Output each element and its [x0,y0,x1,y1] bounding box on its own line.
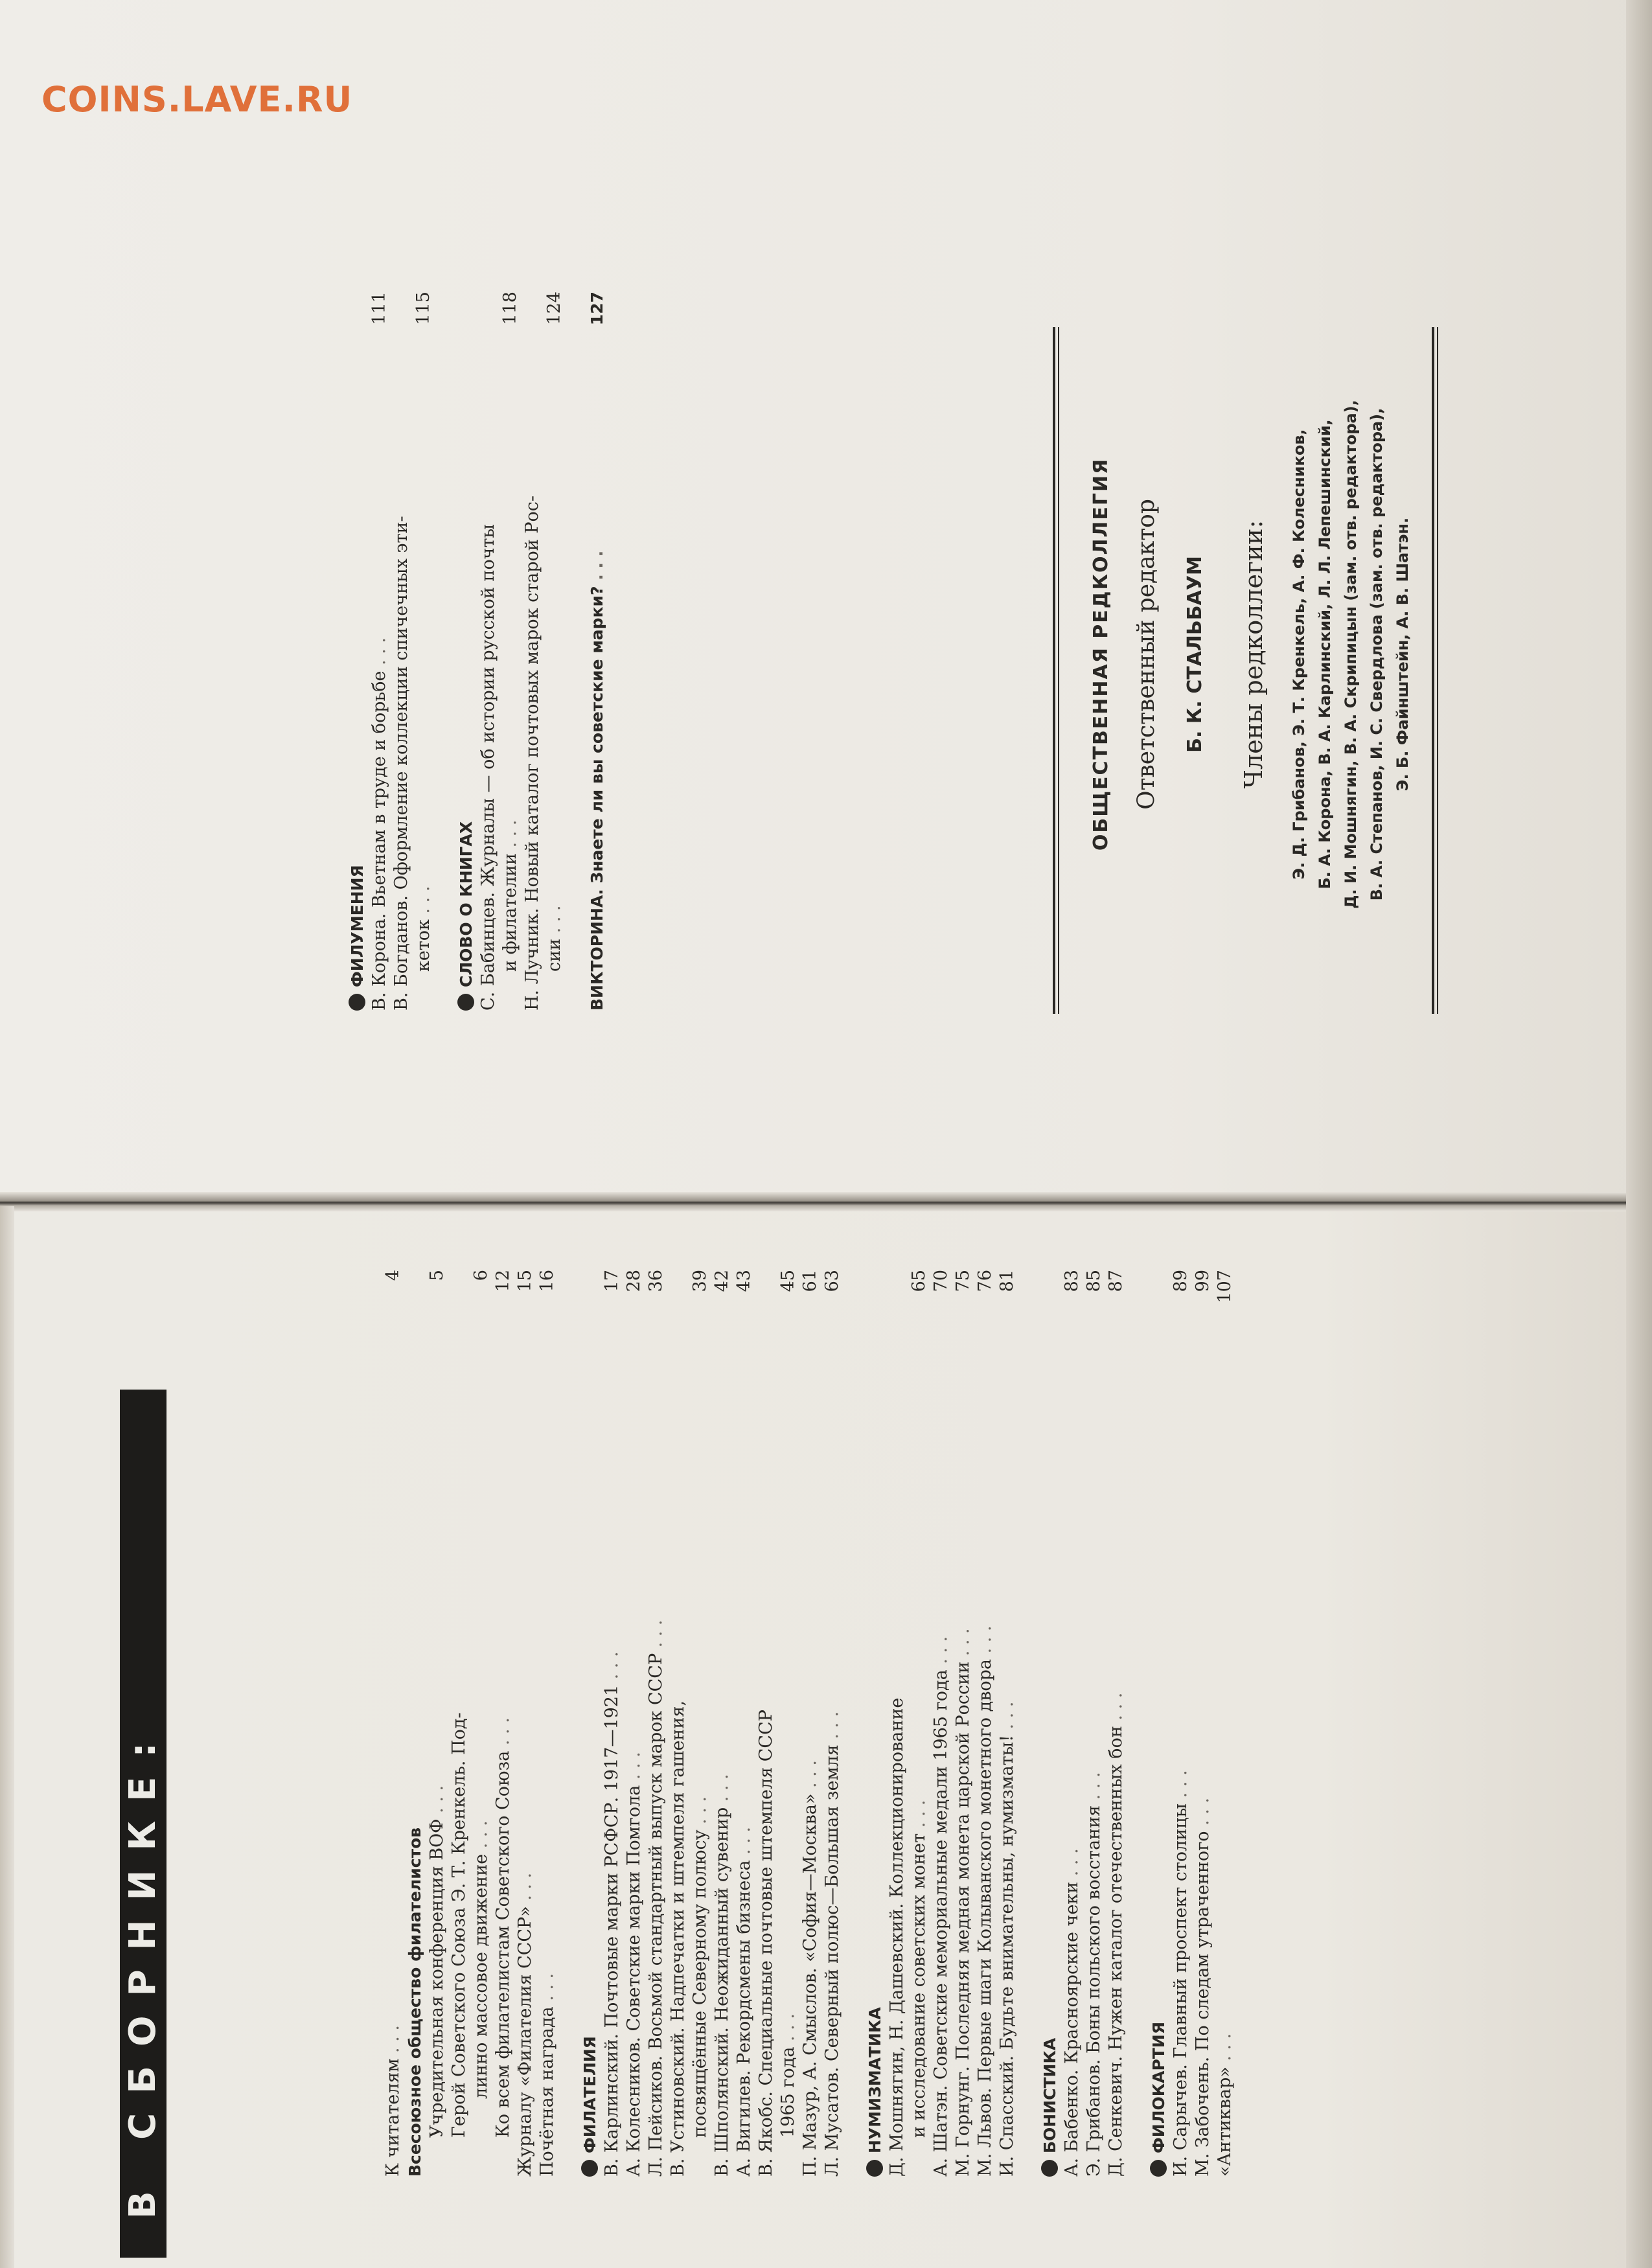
toc-page-number: 107 [1215,1270,1235,1303]
toc-entry [755,1270,777,2177]
section-heading-text: ФИЛОКАРТИЯ [1149,2021,1168,2153]
toc-page-number: 17 [602,1270,622,1292]
editorial-board [1079,298,1416,1011]
toc-entry-title: и филателии [500,853,520,972]
toc-entry-title: П. Мазур, А. Смыслов. «София—Москва» [800,1793,820,2177]
toc-dot-leader: . . . [624,1752,644,1785]
toc-entry-title: М. Горнунг. Последняя медная монета царской России [953,1661,973,2177]
toc-page-number: 42 [712,1270,732,1292]
bullet-icon [866,2160,883,2177]
toc-entry-title: В. Богданов. Оформление коллекции спичечных эти- [391,516,411,1011]
toc-entry [733,1270,755,2177]
toc-dot-leader: . . . [500,819,520,853]
toc-entry [448,1270,470,2177]
bullet-icon [349,994,365,1011]
section-gap [566,292,586,1011]
toc-dot-leader: . . . [975,1625,995,1659]
toc-dot-leader: . . . [800,1760,820,1794]
toc-dot-leader: . . . [953,1628,973,1662]
toc-entry [1192,1270,1214,2177]
toc-entry-title: И. Спасский. Будьте внимательны, нумизматы! [997,1735,1017,2177]
toc-dot-leader: . . . [1106,1692,1126,1726]
contents-right-column [347,292,608,1011]
section-gap [1018,1270,1039,2177]
bullet-icon [1041,2160,1058,2177]
toc-page-number: 65 [909,1270,929,1292]
toc-entry [1083,1270,1105,2177]
toc-page-number: 76 [975,1270,995,1292]
rule-left [1053,327,1055,1014]
toc-entry [974,1270,996,2177]
section-heading [1039,1270,1061,2177]
toc-dot-leader: . . . [1171,1770,1191,1804]
toc-entry-title: Учредительная конференция ВОФ [427,1818,447,2138]
toc-entry [369,292,391,1011]
toc-page-number: 5 [427,1270,447,1281]
toc-entry [413,292,435,1011]
toc-page-number: 61 [800,1270,820,1292]
toc-dot-leader: . . . [931,1636,951,1670]
bullet-icon [457,994,474,1011]
toc-dot-leader: . . . [1193,1797,1213,1831]
section-heading-text: СЛОВО О КНИГАХ [457,821,476,987]
toc-entry [1061,1270,1083,2177]
member-line: Д. И. Мошнягин, В. А. Скрипицын (зам. отв. редактора), [1342,400,1360,909]
editor-role: Ответственный редактор [1133,499,1160,810]
toc-entry-title: В. Якобс. Специальные почтовые штемпеля СССР [756,1710,776,2177]
toc-dot-leader: . . . [427,1785,447,1819]
toc-entry [382,1270,404,2177]
toc-entry [886,1270,908,2177]
toc-entry-title: В. Шполянский. Неожиданный сувенир [712,1807,732,2177]
toc-entry [586,292,608,1011]
toc-entry [492,1270,514,2177]
toc-entry [470,1270,492,2177]
toc-entry-title: К читателям [383,2058,403,2177]
rule-left-thin [1058,327,1059,1014]
toc-entry-title: А. Вигилев. Рекордсмены бизнеса [734,1860,754,2177]
toc-entry [645,1270,667,2177]
site-watermark: COINS.LAVE.RU [41,79,353,120]
toc-dot-leader: . . . [493,1717,513,1751]
section-heading [1148,1270,1170,2177]
toc-dot-leader: . . . [471,1820,491,1854]
toc-page-number: 63 [822,1270,842,1292]
toc-page-number: 127 [588,292,606,326]
toc-dot-leader: . . . [383,2025,403,2059]
toc-page-number: 111 [369,292,389,325]
member-line: Б. А. Корона, В. А. Карлинский, Л. Л. Лепешинский, [1316,419,1334,889]
toc-dot-leader: . . . [712,1774,732,1807]
toc-entry [799,1270,821,2177]
toc-dot-leader: . . . [1062,1848,1082,1882]
toc-dot-leader: . . . [1215,2033,1235,2067]
toc-dot-leader: . . . [734,1826,754,1861]
toc-page-number: 12 [493,1270,513,1292]
section-heading-text: ФИЛУМЕНИЯ [348,865,367,987]
toc-entry [996,1270,1018,2177]
toc-entry [1170,1270,1192,2177]
toc-page-number: 36 [646,1270,666,1292]
toc-entry-title: Всесоюзное общество филателистов [406,1827,424,2177]
toc-page-number: 6 [471,1270,491,1281]
toc-dot-leader: . . . [997,1701,1017,1735]
toc-entry-title: Д. Сенкевич. Нужен каталог отечественных бон [1106,1726,1126,2177]
toc-entry-title: ВИКТОРИНА. Знаете ли вы советские марки? [588,586,606,1011]
toc-entry [623,1270,645,2177]
toc-entry-title: Э. Грибанов. Боны польского восстания [1084,1805,1104,2177]
toc-dot-leader: . . . [515,1872,535,1907]
toc-entry [667,1270,689,2177]
editor-name: Б. К. СТАЛЬБАУМ [1184,556,1206,753]
toc-entry [544,292,566,1011]
toc-entry-title: и исследование советских монет [909,1833,929,2138]
toc-page-number: 118 [500,292,520,325]
rule-right [1432,327,1434,1014]
members-label: Члены редколлегии: [1239,520,1268,789]
toc-page-number: 124 [544,292,564,325]
section-gap [558,1270,579,2177]
toc-page-number: 99 [1193,1270,1213,1292]
section-gap [435,292,455,1011]
toc-entry-title: В. Карлинский. Почтовые марки РСФСР. 1917—1921 [602,1684,622,2177]
toc-entry [499,292,522,1011]
toc-dot-leader: . . . [413,886,433,920]
toc-entry-title: посвящённые Северному полюсу [690,1829,710,2138]
section-heading [455,292,477,1011]
toc-entry-title: 1965 года [778,2046,798,2138]
toc-dot-leader: . . . [778,2013,798,2047]
toc-entry-title: Ко всем филателистам Советского Союза [493,1750,513,2138]
toc-page-number: 83 [1062,1270,1082,1292]
toc-entry [952,1270,974,2177]
section-heading [579,1270,601,2177]
toc-dot-leader: . . . [822,1711,842,1745]
toc-dot-leader: . . . [537,1973,557,2007]
toc-dot-leader: . . . [1084,1772,1104,1805]
toc-entry [404,1270,426,2177]
toc-entry-title: А. Бабенко. Красноярские чеки [1062,1881,1082,2177]
section-heading-text: БОНИСТИКА [1040,2037,1059,2153]
toc-entry-title: А. Колесников. Советские марки Помгола [624,1785,644,2177]
show-through-decoration [466,2224,625,2267]
toc-entry-title: М. Забочень. По следам утраченного [1193,1831,1213,2177]
toc-entry-title: С. Бабинцев. Журналы — об истории русской почты [478,523,498,1011]
toc-entry-title: Л. Пейсиков. Восьмой стандартный выпуск марок СССР [646,1653,666,2177]
member-line: В. А. Степанов, И. С. Свердлова (зам. отв. редактора), [1368,407,1386,901]
toc-entry-title: «Антиквар» [1215,2067,1235,2177]
toc-entry [522,292,544,1011]
toc-entry [711,1270,733,2177]
bullet-icon [581,2160,598,2177]
toc-page-number: 85 [1084,1270,1104,1292]
toc-page-number: 75 [953,1270,973,1292]
toc-page-number: 45 [778,1270,798,1292]
rule-right-thin [1437,327,1438,1014]
toc-dot-leader: . . . [909,1800,929,1833]
toc-entry-title: сии [544,938,564,972]
section-heading-text: ФИЛАТЕЛИЯ [580,2036,599,2153]
toc-entry [689,1270,711,2177]
section-gap [1127,1270,1148,2177]
toc-entry [514,1270,536,2177]
contents-left-column [382,1270,1236,2177]
member-line: Э. Б. Файнштейн, А. В. Шатэн. [1394,517,1412,792]
toc-entry-title: Д. Мошнягин, Н. Дашевский. Коллекционирование [887,1697,907,2177]
toc-dot-leader: . . . [602,1651,622,1685]
toc-page-number: 81 [997,1270,1017,1292]
toc-entry [1214,1270,1236,2177]
toc-entry-title: линно массовое движение [471,1853,491,2099]
toc-entry-title: В. Корона. Вьетнам в труде и борьбе [369,670,389,1011]
toc-dot-leader: . . . [369,637,389,671]
toc-page-number: 115 [413,292,433,325]
section-heading-text: НУМИЗМАТИКА [866,2007,884,2153]
toc-entry [930,1270,952,2177]
toc-entry [821,1270,843,2177]
toc-entry-title: Н. Лучник. Новый каталог почтовых марок старой Рос- [522,495,542,1011]
toc-entry [477,292,499,1011]
toc-entry [536,1270,558,2177]
editorial-title: ОБЩЕСТВЕННАЯ РЕДКОЛЛЕГИЯ [1090,457,1112,851]
toc-entry-title: В. Устиновский. Надпечатки и штемпеля гашения, [668,1700,688,2177]
toc-entry-title: Журналу «Филателия СССР» [515,1906,535,2177]
toc-page-number: 89 [1171,1270,1191,1292]
toc-entry-title: кеток [413,919,433,972]
page-edge-left [0,1206,14,2268]
page-edge-shadow [1626,0,1652,2268]
toc-entry [1105,1270,1127,2177]
bullet-icon [1150,2160,1167,2177]
toc-entry-title: И. Сарычев. Главный проспект столицы [1171,1803,1191,2177]
toc-entry [601,1270,623,2177]
section-gap [843,1270,864,2177]
toc-entry-title: М. Львов. Первые шаги Колыванского монетного двора [975,1658,995,2177]
toc-entry-title: А. Шатэн. Советские мемориальные медали 1965 года [931,1669,951,2177]
contents-banner: В СБОРНИКЕ: [120,1390,166,2258]
toc-entry-title: Герой Советского Союза Э. Т. Кренкель. Под- [449,1712,469,2138]
toc-dot-leader: . . . [588,550,606,586]
section-heading [347,292,369,1011]
toc-entry-title: Почётная награда [537,2006,557,2177]
toc-page-number: 4 [383,1270,403,1281]
page-fold [0,1192,1652,1211]
toc-page-number: 15 [515,1270,535,1292]
toc-entry-title: Л. Мусатов. Северный полюс—Большая земля [822,1745,842,2177]
toc-entry [426,1270,448,2177]
toc-dot-leader: . . . [690,1796,710,1830]
toc-entry [777,1270,799,2177]
toc-page-number: 43 [734,1270,754,1292]
toc-dot-leader: . . . [544,905,564,939]
toc-entry [908,1270,930,2177]
toc-entry [391,292,413,1011]
section-heading [864,1270,886,2177]
toc-page-number: 28 [624,1270,644,1292]
toc-page-number: 87 [1106,1270,1126,1292]
member-line: Э. Д. Грибанов, Э. Т. Кренкель, А. Ф. Колесников, [1290,429,1308,880]
toc-dot-leader: . . . [646,1620,666,1653]
toc-page-number: 70 [931,1270,951,1292]
toc-page-number: 16 [537,1270,557,1292]
toc-page-number: 39 [690,1270,710,1292]
